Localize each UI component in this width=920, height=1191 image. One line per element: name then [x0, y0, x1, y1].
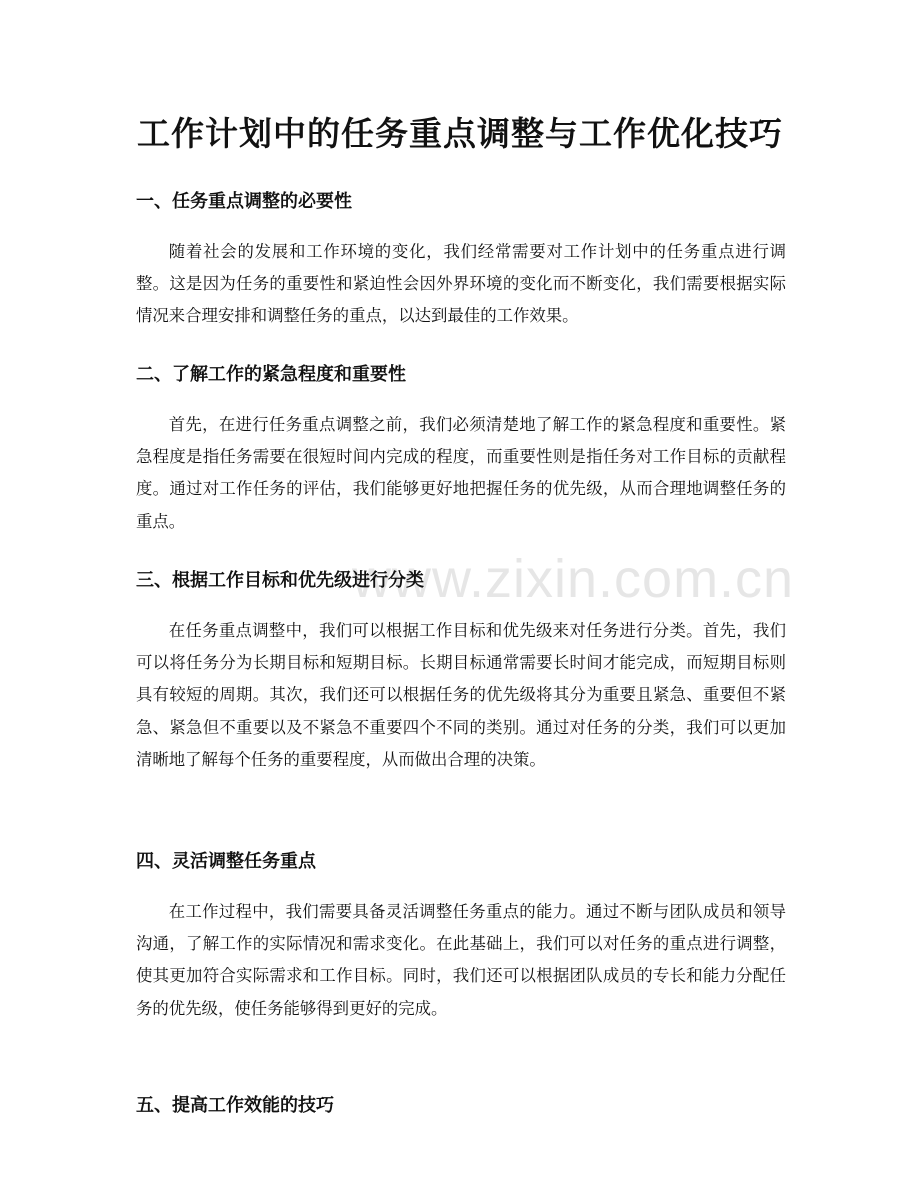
section-paragraph: 在工作过程中，我们需要具备灵活调整任务重点的能力。通过不断与团队成员和领导沟通，了解工作的实际情况和需求变化。在此基础上，我们可以对任务的重点进行调整，使其更加符合实际需求和工作目标。同时，我们还可以根据团队成员的专长和能力分配任务的优先级，使任务能够得到更好的完成。 — [136, 902, 786, 1018]
document-title: 工作计划中的任务重点调整与工作优化技巧 — [137, 114, 783, 153]
section-5 — [136, 1094, 786, 1118]
section-paragraph: 在任务重点调整中，我们可以根据工作目标和优先级来对任务进行分类。首先，我们可以将任务分为长期目标和短期目标。长期目标通常需要长时间才能完成，而短期目标则具有较短的周期。其次，我们还可以根据任务的优先级将其分为重要且紧急、重要但不紧急、紧急但不重要以及不紧急不重要四个不同的类别。通过对任务的分类，我们可以更加清晰地了解每个任务的重要程度，从而做出合理的决策。 — [136, 621, 786, 769]
section-4 — [136, 850, 786, 1025]
section-paragraph: 随着社会的发展和工作环境的变化，我们经常需要对工作计划中的任务重点进行调整。这是因为任务的重要性和紧迫性会因外界环境的变化而不断变化，我们需要根据实际情况来合理安排和调整任务的重点，以达到最佳的工作效果。 — [136, 242, 786, 326]
section-3 — [136, 569, 786, 776]
section-heading: 二、了解工作的紧急程度和重要性 — [136, 364, 406, 385]
section-heading: 四、灵活调整任务重点 — [136, 851, 316, 872]
section-paragraph: 首先，在进行任务重点调整之前，我们必须清楚地了解工作的紧急程度和重要性。紧急程度是指任务需要在很短时间内完成的程度，而重要性则是指任务对工作目标的贡献程度。通过对工作任务的评估，我们能够更好地把握任务的优先级，从而合理地调整任务的重点。 — [136, 415, 786, 531]
watermark: www.zixin.com.cn — [352, 549, 795, 609]
section-1 — [136, 190, 786, 333]
section-2 — [136, 363, 786, 538]
section-heading: 五、提高工作效能的技巧 — [136, 1095, 334, 1116]
section-heading: 三、根据工作目标和优先级进行分类 — [136, 570, 424, 591]
section-heading: 一、任务重点调整的必要性 — [136, 191, 352, 212]
